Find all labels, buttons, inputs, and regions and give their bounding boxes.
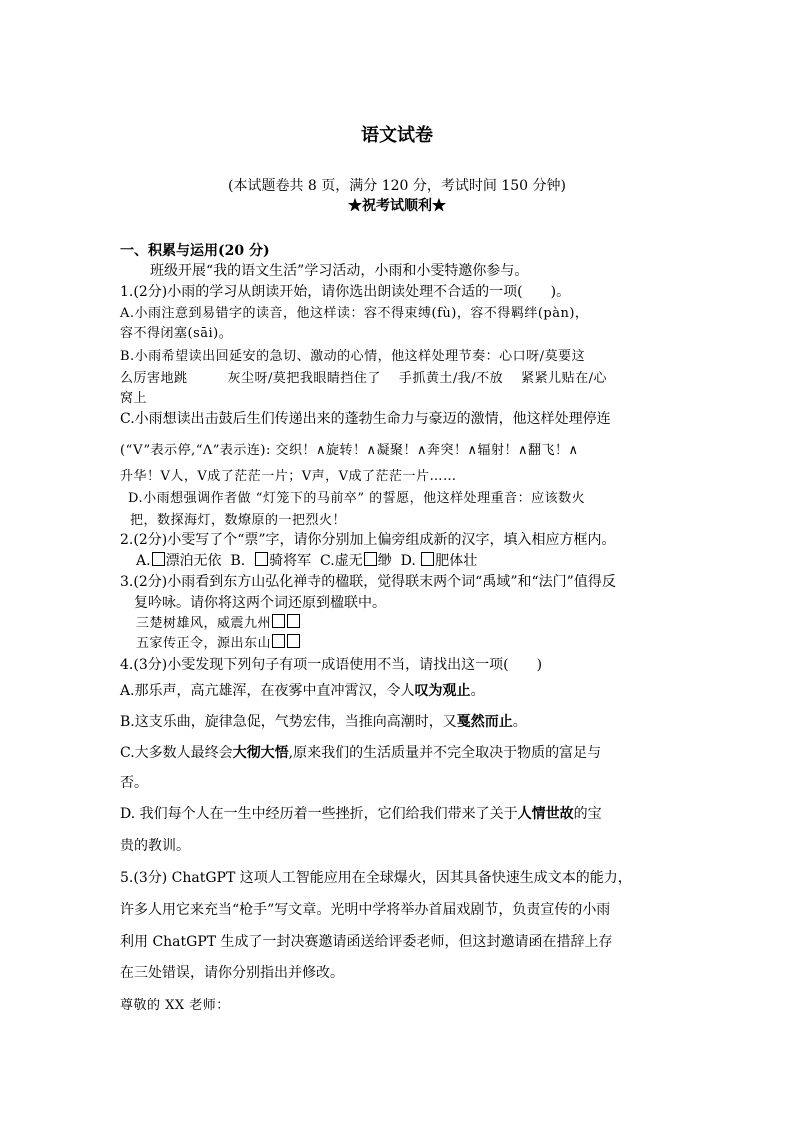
q4-option-b	[120, 712, 527, 732]
q4-option-c-line1	[120, 743, 601, 763]
q4-option-d-line2: 贵的教训。	[120, 838, 190, 854]
q2-options	[136, 551, 477, 571]
q5-line2: 许多人用它来充当“枪手”写文章。光明中学将举办首届戏剧节，负责宣传的小雨	[120, 902, 611, 918]
q1-b-phrase-2: 灰尘呀/莫把我眼睛挡住了	[227, 371, 381, 386]
q4-c-rest: ,原来我们的生活质量并不完全取决于物质的富足与	[288, 745, 602, 761]
q1-b-phrase-1: 么厉害地跳	[120, 371, 188, 386]
q1-option-c-line3: 升华！V人，V成了茫茫一片；V声，V成了茫茫一片……	[120, 469, 457, 484]
section-intro: 班级开展“我的语文生活”学习活动，小雨和小雯特邀你参与。	[150, 263, 529, 279]
q4-a-idiom: 叹为观止	[414, 683, 471, 699]
q3-stem-line1: 3.(2分)小雨看到东方山弘化禅寺的楹联，觉得联末两个词“禹域”和“法门”值得反	[120, 574, 616, 590]
q4-b-end: 。	[512, 714, 527, 730]
q1-option-b-line2	[120, 369, 607, 389]
q3-stem-line2: 复吟咏。请你将这两个词还原到楹联中。	[134, 595, 386, 611]
q2-option-a-label: A.	[136, 553, 151, 569]
q1-option-d-line1: D.小雨想强调作者做 “灯笼下的马前卒” 的誓愿，他这样处理重音：应该数火	[128, 491, 586, 506]
q2-option-d-label: D.	[400, 553, 416, 569]
q2-option-c-label: C.虚无	[320, 553, 363, 569]
q2-answer-box-b[interactable]	[255, 552, 268, 566]
q5-line1: 5.(3分) ChatGPT 这项人工智能应用在全球爆火，因其具备快速生成文本的能力，	[120, 870, 632, 886]
q1-option-c-line1: C.小雨想读出击鼓后生们传递出来的蓬勃生命力与豪迈的激情，他这样处理停连	[120, 411, 611, 427]
couplet-box-1[interactable]	[272, 614, 285, 628]
q4-c-idiom: 大彻大悟	[232, 745, 289, 761]
q4-option-a	[120, 681, 485, 701]
couplet-box-3[interactable]	[272, 634, 285, 648]
q1-option-d-line2: 把，数探海灯，数燎原的一把烈火！	[130, 513, 347, 528]
q4-d-rest: 的宝	[573, 806, 602, 822]
q2-stem: 2.(2分)小雯写了个“票”字，请你分别加上偏旁组成新的汉字，填入相应方框内。	[120, 532, 616, 548]
q2-answer-box-a[interactable]	[152, 552, 165, 566]
blessing: ★祝考试顺利★	[348, 198, 446, 214]
couplet-line1	[136, 614, 301, 634]
q4-option-c-line2: 否。	[120, 775, 148, 791]
exam-info: (本试题卷共 8 页，满分 120 分，考试时间 150 分钟)	[228, 178, 566, 194]
q4-a-text: A.那乐声，高亢雄浑，在夜雾中直冲霄汉，令人	[120, 683, 415, 699]
couplet-line2	[136, 634, 301, 654]
q4-d-text: D. 我们每个人在一生中经历着一些挫折，它们给我们带来了关于	[120, 806, 518, 822]
q1-option-b-line3: 窝上	[120, 391, 148, 406]
couplet-line2-text: 五家传正令，源出东山	[136, 636, 272, 651]
q4-b-text: B.这支乐曲，旋律急促，气势宏伟，当推向高潮时，又	[120, 714, 457, 730]
page-title: 语文试卷	[361, 125, 433, 146]
section-heading: 一、积累与运用(20 分)	[120, 243, 270, 259]
q1-option-c-line2: (“V”表示停,“Λ”表示连): 交织！∧旋转！∧凝聚！∧奔突！∧辐射！∧翻飞！∧	[120, 443, 579, 458]
couplet-line1-text: 三楚树雄风，威震九州	[136, 616, 272, 631]
q5-line3: 利用 ChatGPT 生成了一封决赛邀请函送给评委老师，但这封邀请函在措辞上存	[120, 934, 613, 950]
q1-b-phrase-4: 紧紧儿贴在/心	[521, 371, 608, 386]
couplet-box-2[interactable]	[287, 614, 300, 628]
q4-option-d-line1	[120, 804, 602, 824]
q5-line4: 在三处错误，请你分别指出并修改。	[120, 965, 344, 981]
q1-stem: 1.(2分)小雨的学习从朗读开始，请你选出朗读处理不合适的一项( )。	[120, 284, 571, 300]
q2-answer-box-c[interactable]	[364, 552, 377, 566]
q2-option-b-label: B.	[230, 553, 246, 569]
q2-option-b-text: 骑将军	[269, 553, 312, 569]
letter-greeting: 尊敬的 XX 老师：	[120, 998, 230, 1013]
q4-d-idiom: 人情世故	[517, 806, 574, 822]
q4-b-idiom: 戛然而止	[456, 714, 513, 730]
q2-answer-box-d[interactable]	[421, 552, 434, 566]
q4-c-text: C.大多数人最终会	[120, 745, 233, 761]
couplet-box-4[interactable]	[287, 634, 300, 648]
q1-option-a-line2: 容不得闭塞(sāi)。	[120, 326, 233, 341]
q1-option-b-line1: B.小雨希望读出回延安的急切、激动的心情，他这样处理节奏：心口呀/莫要这	[120, 349, 586, 364]
q1-b-phrase-3: 手抓黄土/我/不放	[398, 371, 504, 386]
q4-a-end: 。	[470, 683, 485, 699]
q2-option-c-text: 缈	[377, 553, 392, 569]
q2-option-d-text: 肥体壮	[435, 553, 478, 569]
q1-option-a-line1: A.小雨注意到易错字的读音，他这样读：容不得束缚(fù)，容不得羁绊(pàn)，	[120, 306, 589, 321]
q4-stem: 4.(3分)小雯发现下列句子有项一成语使用不当，请找出这一项( )	[120, 657, 543, 673]
q2-option-a-text: 漂泊无依	[165, 553, 222, 569]
